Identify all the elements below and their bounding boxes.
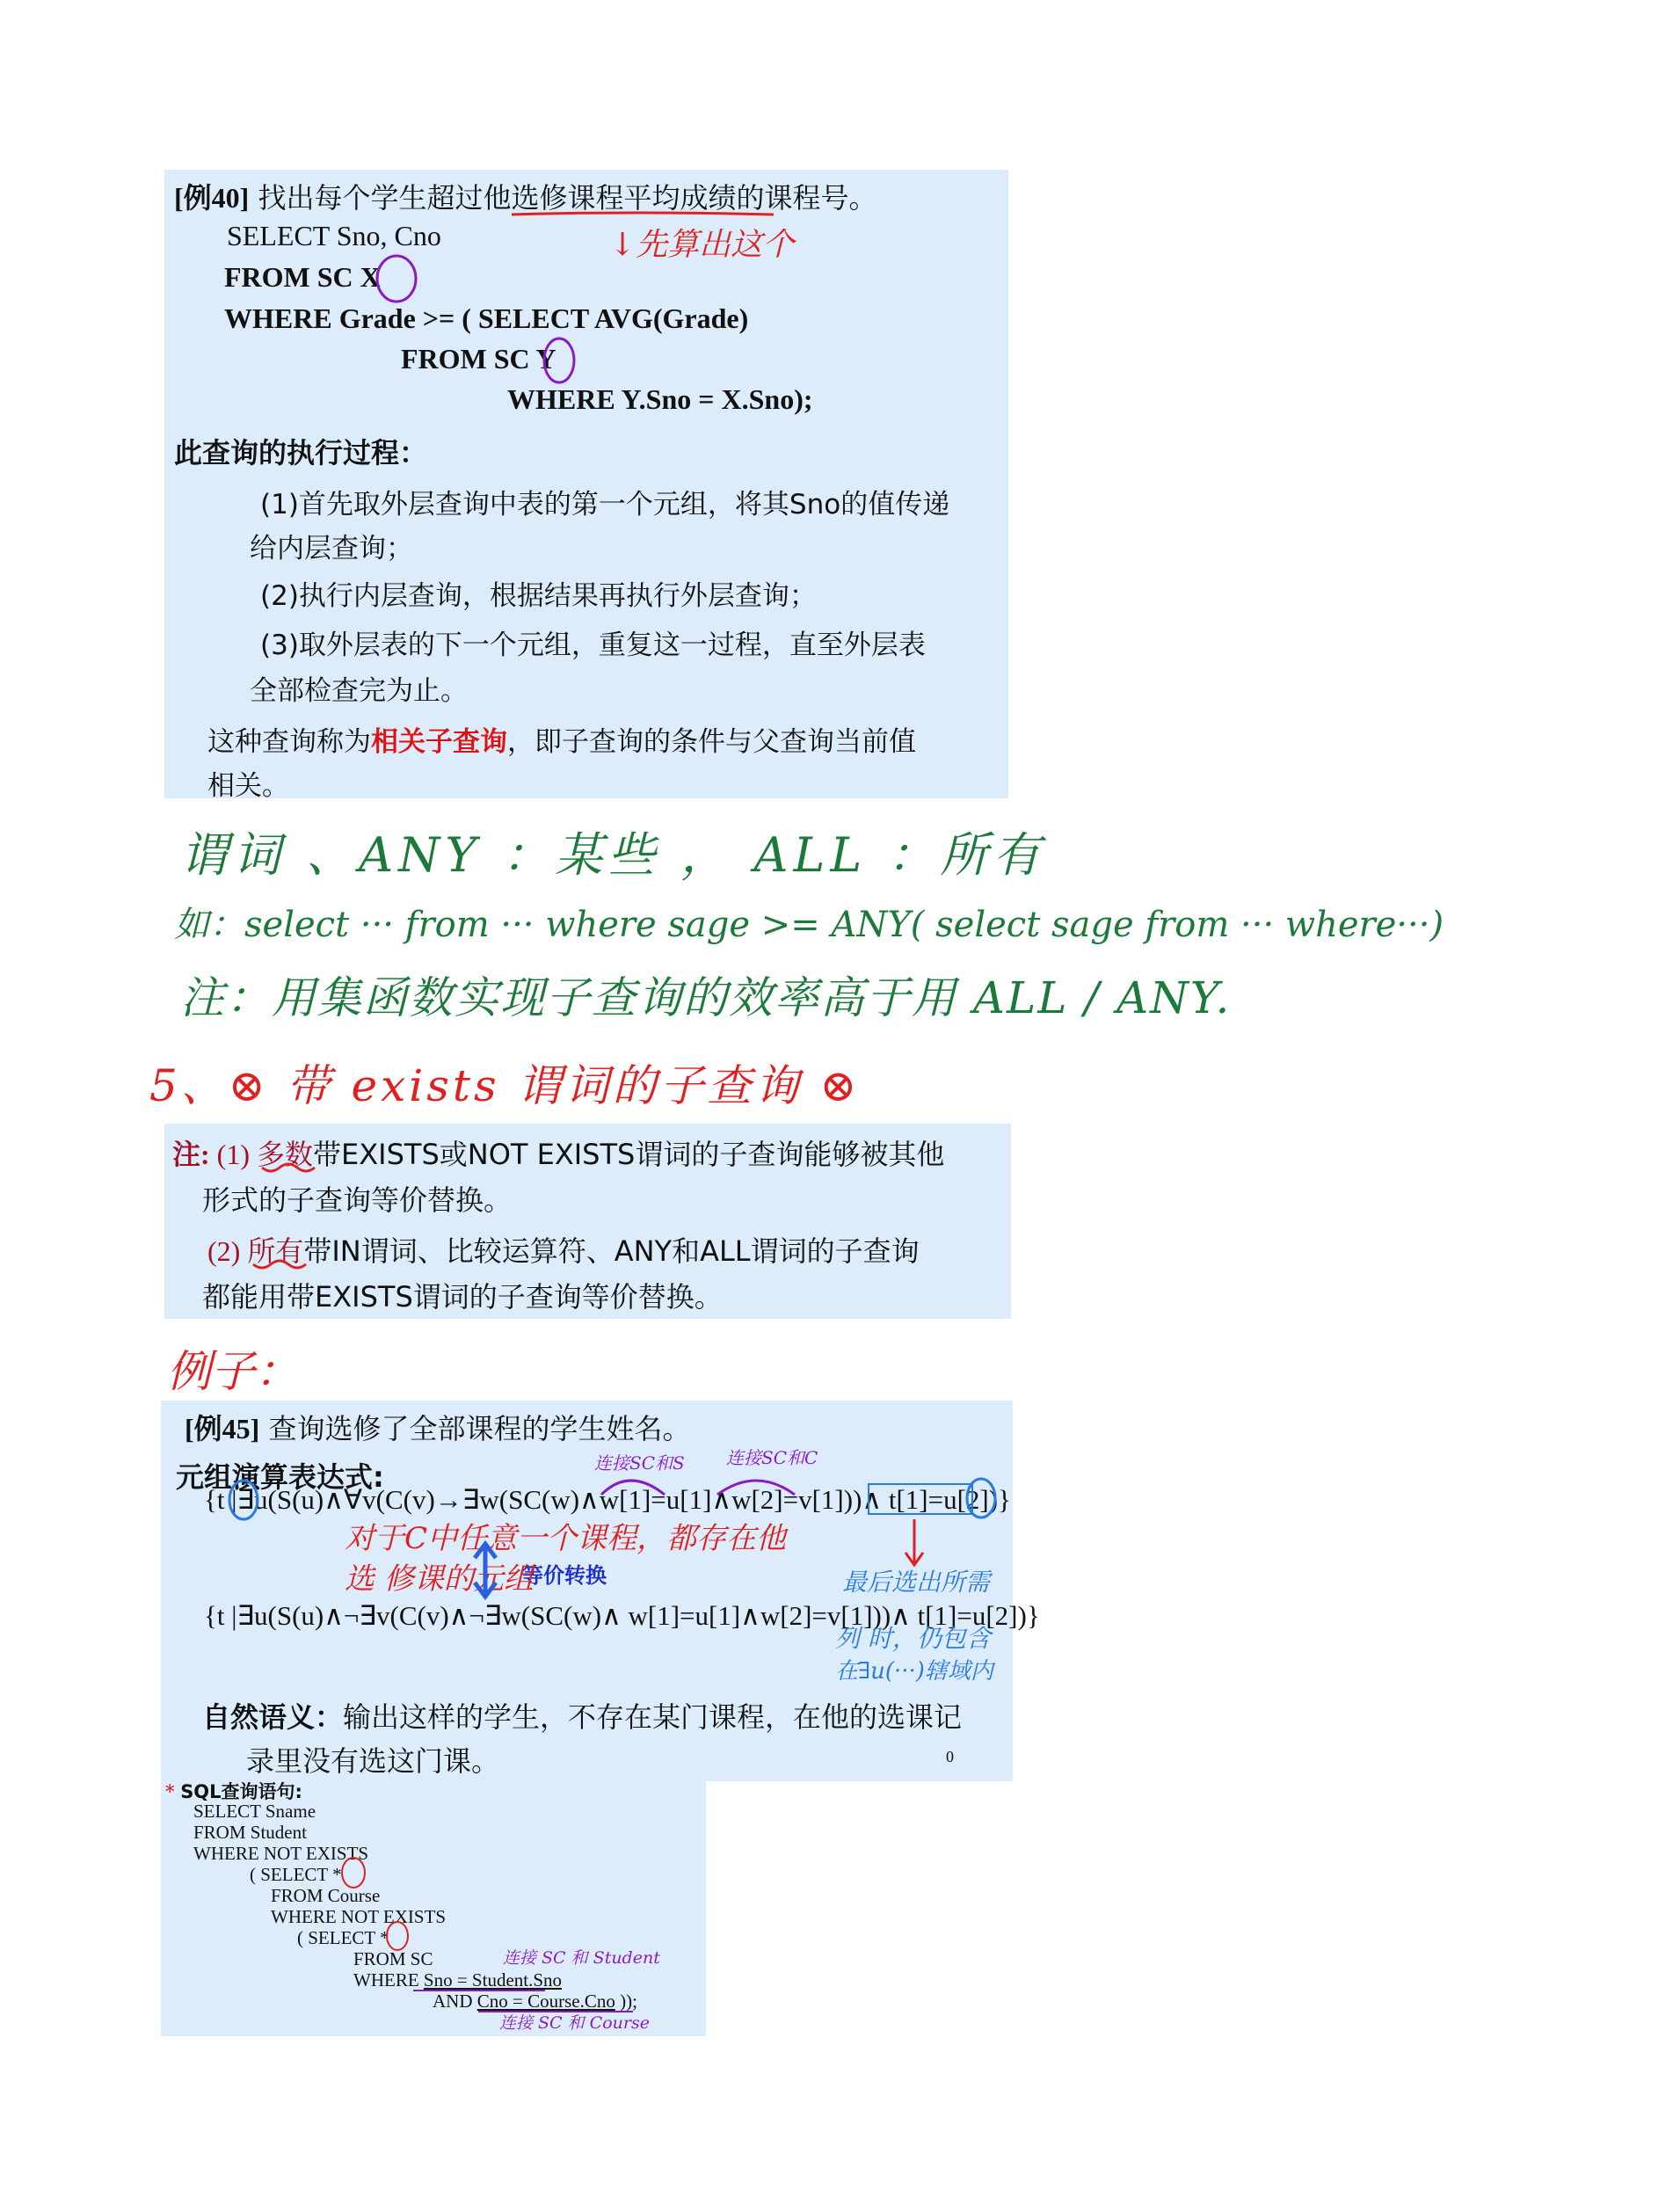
- process-heading: 此查询的执行过程：: [174, 436, 428, 469]
- sql45-line1: SELECT Sname: [193, 1801, 316, 1822]
- annotation-final-line1: 最后选出所需: [842, 1568, 991, 1597]
- tuple-formula-forall: {t |∃u(S(u)∧∀v(C(v)→∃w(SC(w)∧w[1]=u[1]∧w[2]=v[1]))∧ t[1]=u[2])}: [204, 1484, 1011, 1515]
- summary-end: 相关。: [207, 770, 289, 802]
- handwritten-note-compute-first: ↓先算出这个: [609, 227, 795, 263]
- step2: (2)执行内层查询，根据结果再执行外层查询；: [260, 580, 817, 612]
- sql45-line6: WHERE NOT EXISTS: [271, 1906, 447, 1927]
- annotation-forall-line2: 选 修课的元组: [345, 1561, 534, 1597]
- natural-semantics-cont: 录里没有选这门课。: [246, 1744, 500, 1778]
- sql45-close: ));: [615, 1991, 637, 2012]
- circle-mark-u: [229, 1481, 258, 1519]
- tuple-calculus-heading: 元组演算表达式:: [176, 1460, 384, 1494]
- sql40-line3: WHERE Grade >= ( SELECT AVG(Grade): [224, 302, 749, 334]
- note2-keyword: 所有: [247, 1234, 304, 1268]
- annotation-connect-sc-course: 连接 SC 和 Course: [499, 2013, 650, 2033]
- example45-label: [例45]: [185, 1413, 260, 1445]
- exists-note-line4: 都能用带EXISTS谓词的子查询等价替换。: [202, 1280, 723, 1314]
- correlated-subquery-term: 相关子查询: [371, 726, 507, 758]
- sql45-and: AND: [433, 1991, 477, 2012]
- example45-title-text: 查询选修了全部课程的学生姓名。: [259, 1412, 691, 1445]
- sql45-line2: FROM Student: [193, 1822, 307, 1843]
- annotation-final-line2: 列 时，仍包含: [835, 1624, 991, 1653]
- note1-text: 带EXISTS或NOT EXISTS谓词的子查询能够被其他: [313, 1138, 945, 1171]
- sql45-line8: FROM SC: [353, 1948, 433, 1969]
- underline-mark: [512, 213, 774, 215]
- sql45-line5: FROM Course: [271, 1885, 381, 1906]
- squiggle-mark-2: [253, 1261, 306, 1268]
- arc-mark-sc-c: [717, 1481, 795, 1495]
- note-label: 注:: [172, 1139, 210, 1170]
- handwritten-any-example: 如：select ··· from ··· where sage >= ANY( select sage from ··· where···): [174, 905, 1444, 945]
- exists-note-line2: 形式的子查询等价替换。: [202, 1183, 513, 1217]
- sql45-join-student: Sno = Student.Sno: [423, 1969, 563, 1991]
- arrow-mark-down: [905, 1519, 923, 1565]
- annotation-connect-sc-student: 连接 SC 和 Student: [503, 1948, 660, 1968]
- note2-text: 带IN谓词、比较运算符、ANY和ALL谓词的子查询: [303, 1234, 920, 1268]
- example40-label: [例40]: [174, 182, 250, 214]
- arc-mark-sc-s: [601, 1481, 665, 1495]
- sql40-line2: FROM SC X: [224, 261, 381, 293]
- sql45-line4: ( SELECT *: [250, 1864, 342, 1885]
- sql40-line1: SELECT Sno, Cno: [227, 220, 441, 251]
- sql45-line7: ( SELECT *: [297, 1927, 389, 1948]
- page-mark: 0: [946, 1748, 954, 1765]
- handwritten-predicate-note: 谓词 、ANY ：某些 ， ALL ：所有: [180, 827, 1046, 883]
- circle-mark-star-1: [342, 1858, 365, 1888]
- circle-mark-x: [377, 256, 416, 302]
- handwritten-efficiency-note: 注：用集函数实现子查询的效率高于用 ALL / ANY.: [180, 972, 1232, 1023]
- natural-semantics-heading: 自然语义：: [202, 1700, 344, 1734]
- step1-line1: (1)首先取外层查询中表的第一个元组，将其Sno的值传递: [260, 489, 950, 520]
- example40-title-text: 找出每个学生超过他选修课程平均成绩的课程号。: [249, 181, 877, 215]
- natural-semantics-text: 输出这样的学生，不存在某门课程，在他的选课记: [343, 1700, 963, 1734]
- sql40-line4: FROM SC Y: [401, 343, 556, 375]
- step3-line1: (3)取外层表的下一个元组，重复这一过程，直至外层表: [260, 630, 926, 661]
- note2-number: (2): [207, 1235, 248, 1267]
- circle-mark-y: [544, 338, 574, 382]
- summary-post: ，即子查询的条件与父查询当前值: [507, 726, 916, 758]
- example-label: 例子：: [167, 1346, 299, 1397]
- section5-heading: 5、⊗ 带 exists 谓词的子查询 ⊗: [149, 1060, 861, 1111]
- box-mark: [869, 1484, 972, 1514]
- tuple-formula-not-exists: {t |∃u(S(u)∧¬∃v(C(v)∧¬∃w(SC(w)∧ w[1]=u[1]∧w[2]=v[1]))∧ t[1]=u[2])}: [204, 1600, 1040, 1631]
- circle-mark-star-2: [387, 1922, 408, 1950]
- step1-line2: 给内层查询；: [250, 533, 413, 564]
- annotation-connect-sc-c: 连接SC和C: [726, 1447, 818, 1468]
- sql45-heading-text: SQL查询语句:: [180, 1781, 302, 1802]
- equivalent-transform-label: 等价转换: [522, 1563, 607, 1588]
- summary-pre: 这种查询称为: [207, 726, 371, 758]
- sql45-where: WHERE: [353, 1969, 424, 1991]
- note1-number: (1): [209, 1139, 257, 1170]
- squiggle-mark-1: [262, 1164, 315, 1171]
- sql45-join-course: Cno = Course.Cno: [476, 1991, 615, 2012]
- note1-keyword: 多数: [256, 1138, 313, 1171]
- sql45-line3: WHERE NOT EXISTS: [193, 1843, 369, 1864]
- annotation-final-line3: 在∃u(···)辖域内: [835, 1658, 993, 1685]
- double-arrow-mark: [475, 1544, 496, 1597]
- sql40-line5: WHERE Y.Sno = X.Sno);: [507, 383, 813, 415]
- annotation-forall-line1: 对于C中任意一个课程，都存在他: [345, 1521, 787, 1556]
- step3-line2: 全部检查完为止。: [250, 675, 468, 707]
- sql45-star: *: [165, 1781, 175, 1802]
- annotation-connect-sc-s: 连接SC和S: [594, 1452, 685, 1474]
